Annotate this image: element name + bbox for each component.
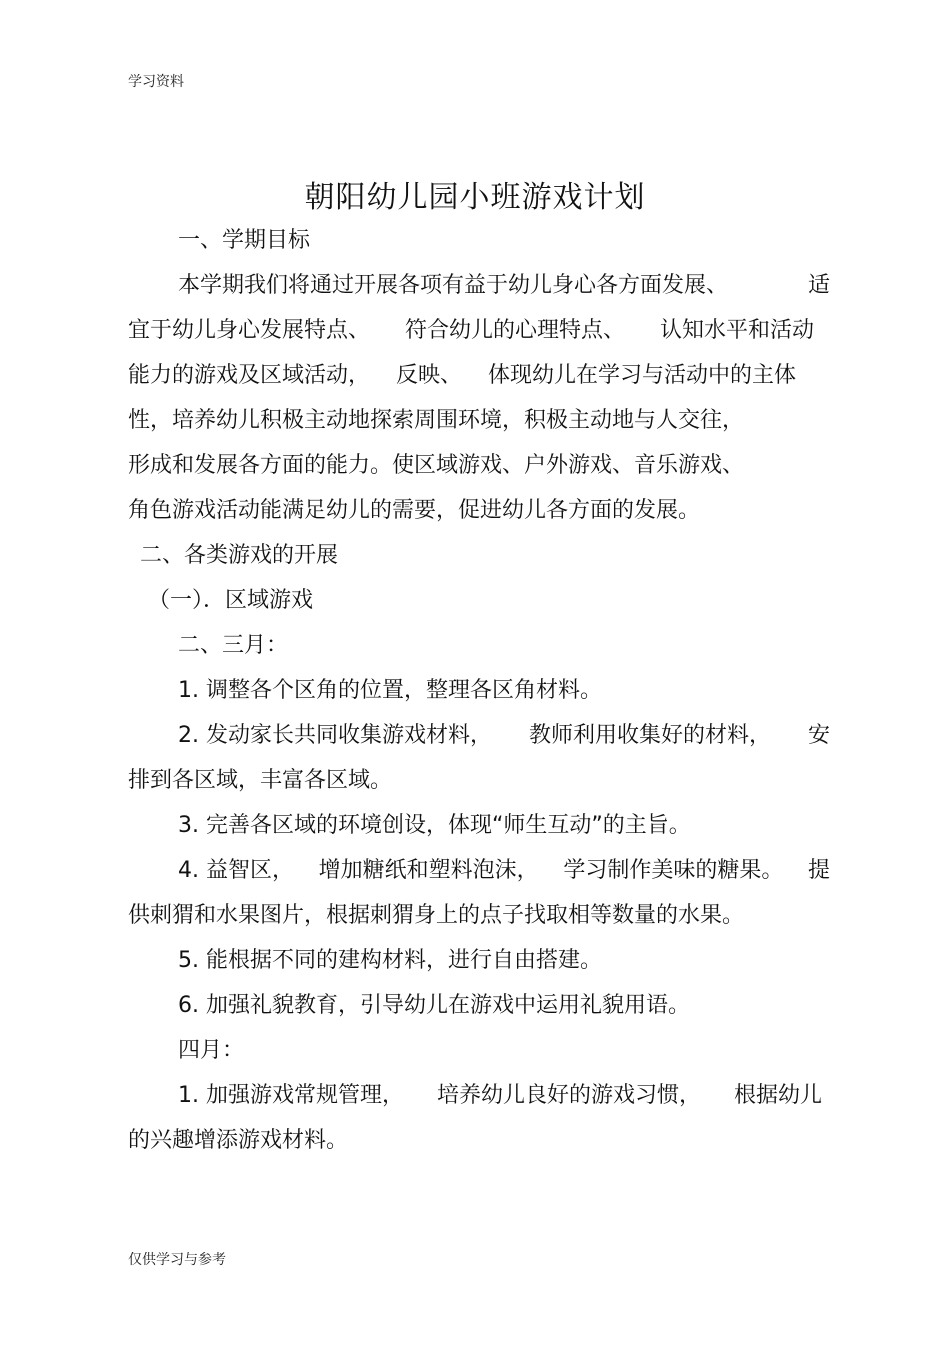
list-item-continuation: 的兴趣增添游戏材料。 (128, 1128, 349, 1153)
text-segment: 本学期我们将通过开展各项有益于幼儿身心各方面发展、 (178, 273, 729, 298)
list-item: 3. 完善各区域的环境创设，体现“师生互动”的主旨。 (178, 813, 691, 838)
text-segment: 安 (807, 723, 830, 748)
list-item: 1. 调整各个区角的位置，整理各区角材料。 (178, 678, 602, 703)
text-segment: 2. 发动家长共同收集游戏材料， (178, 723, 492, 748)
document-title: 朝阳幼儿园小班游戏计划 (304, 180, 646, 215)
paragraph-goals-line-6: 角色游戏活动能满足幼儿的需要，促进幼儿各方面的发展。 (128, 498, 701, 523)
text-segment: 能力的游戏及区域活动， (128, 363, 371, 388)
list-item-continuation: 排到各区域，丰富各区域。 (128, 768, 393, 793)
page-footer: 仅供学习与参考 (128, 1252, 226, 1268)
list-item (178, 856, 830, 886)
paragraph-goals-line-2 (128, 316, 814, 346)
text-segment: 教师利用收集好的材料， (528, 723, 771, 748)
text-segment: 1. 加强游戏常规管理， (178, 1083, 404, 1108)
text-segment: 增加糖纸和塑料泡沫， (318, 858, 539, 883)
paragraph-goals-line-3 (128, 361, 796, 391)
list-item: 6. 加强礼貌教育，引导幼儿在游戏中运用礼貌用语。 (178, 993, 690, 1018)
paragraph-goals-line-1 (178, 271, 830, 301)
month-heading-apr: 四月： (178, 1038, 245, 1063)
text-segment: 反映、 (395, 363, 462, 388)
section-heading-games: 二、各类游戏的开展 (140, 543, 339, 568)
text-segment: 宜于幼儿身心发展特点、 (128, 318, 371, 343)
text-segment: 适 (807, 273, 830, 298)
text-segment: 符合幼儿的心理特点、 (404, 318, 625, 343)
text-segment: 学习制作美味的糖果。 (563, 858, 784, 883)
subsection-heading-area-games: （一）．区域游戏 (148, 588, 314, 613)
text-segment: 提 (807, 858, 830, 883)
paragraph-goals-line-4: 性，培养幼儿积极主动地探索周围环境，积极主动地与人交往， (128, 408, 745, 433)
text-segment: 体现幼儿在学习与活动中的主体 (487, 363, 796, 388)
list-item-continuation: 供刺猬和水果图片，根据刺猬身上的点子找取相等数量的水果。 (128, 903, 745, 928)
month-heading-feb-mar: 二、三月： (178, 633, 289, 658)
list-item (178, 1081, 822, 1111)
text-segment: 4. 益智区， (178, 858, 294, 883)
list-item (178, 721, 830, 751)
section-heading-goals: 一、学期目标 (178, 228, 311, 253)
page-header: 学习资料 (128, 74, 184, 90)
text-segment: 根据幼儿 (733, 1083, 822, 1108)
text-segment: 认知水平和活动 (659, 318, 814, 343)
paragraph-goals-line-5: 形成和发展各方面的能力。使区域游戏、户外游戏、音乐游戏、 (128, 453, 745, 478)
text-segment: 培养幼儿良好的游戏习惯， (436, 1083, 701, 1108)
list-item: 5. 能根据不同的建构材料，进行自由搭建。 (178, 948, 602, 973)
